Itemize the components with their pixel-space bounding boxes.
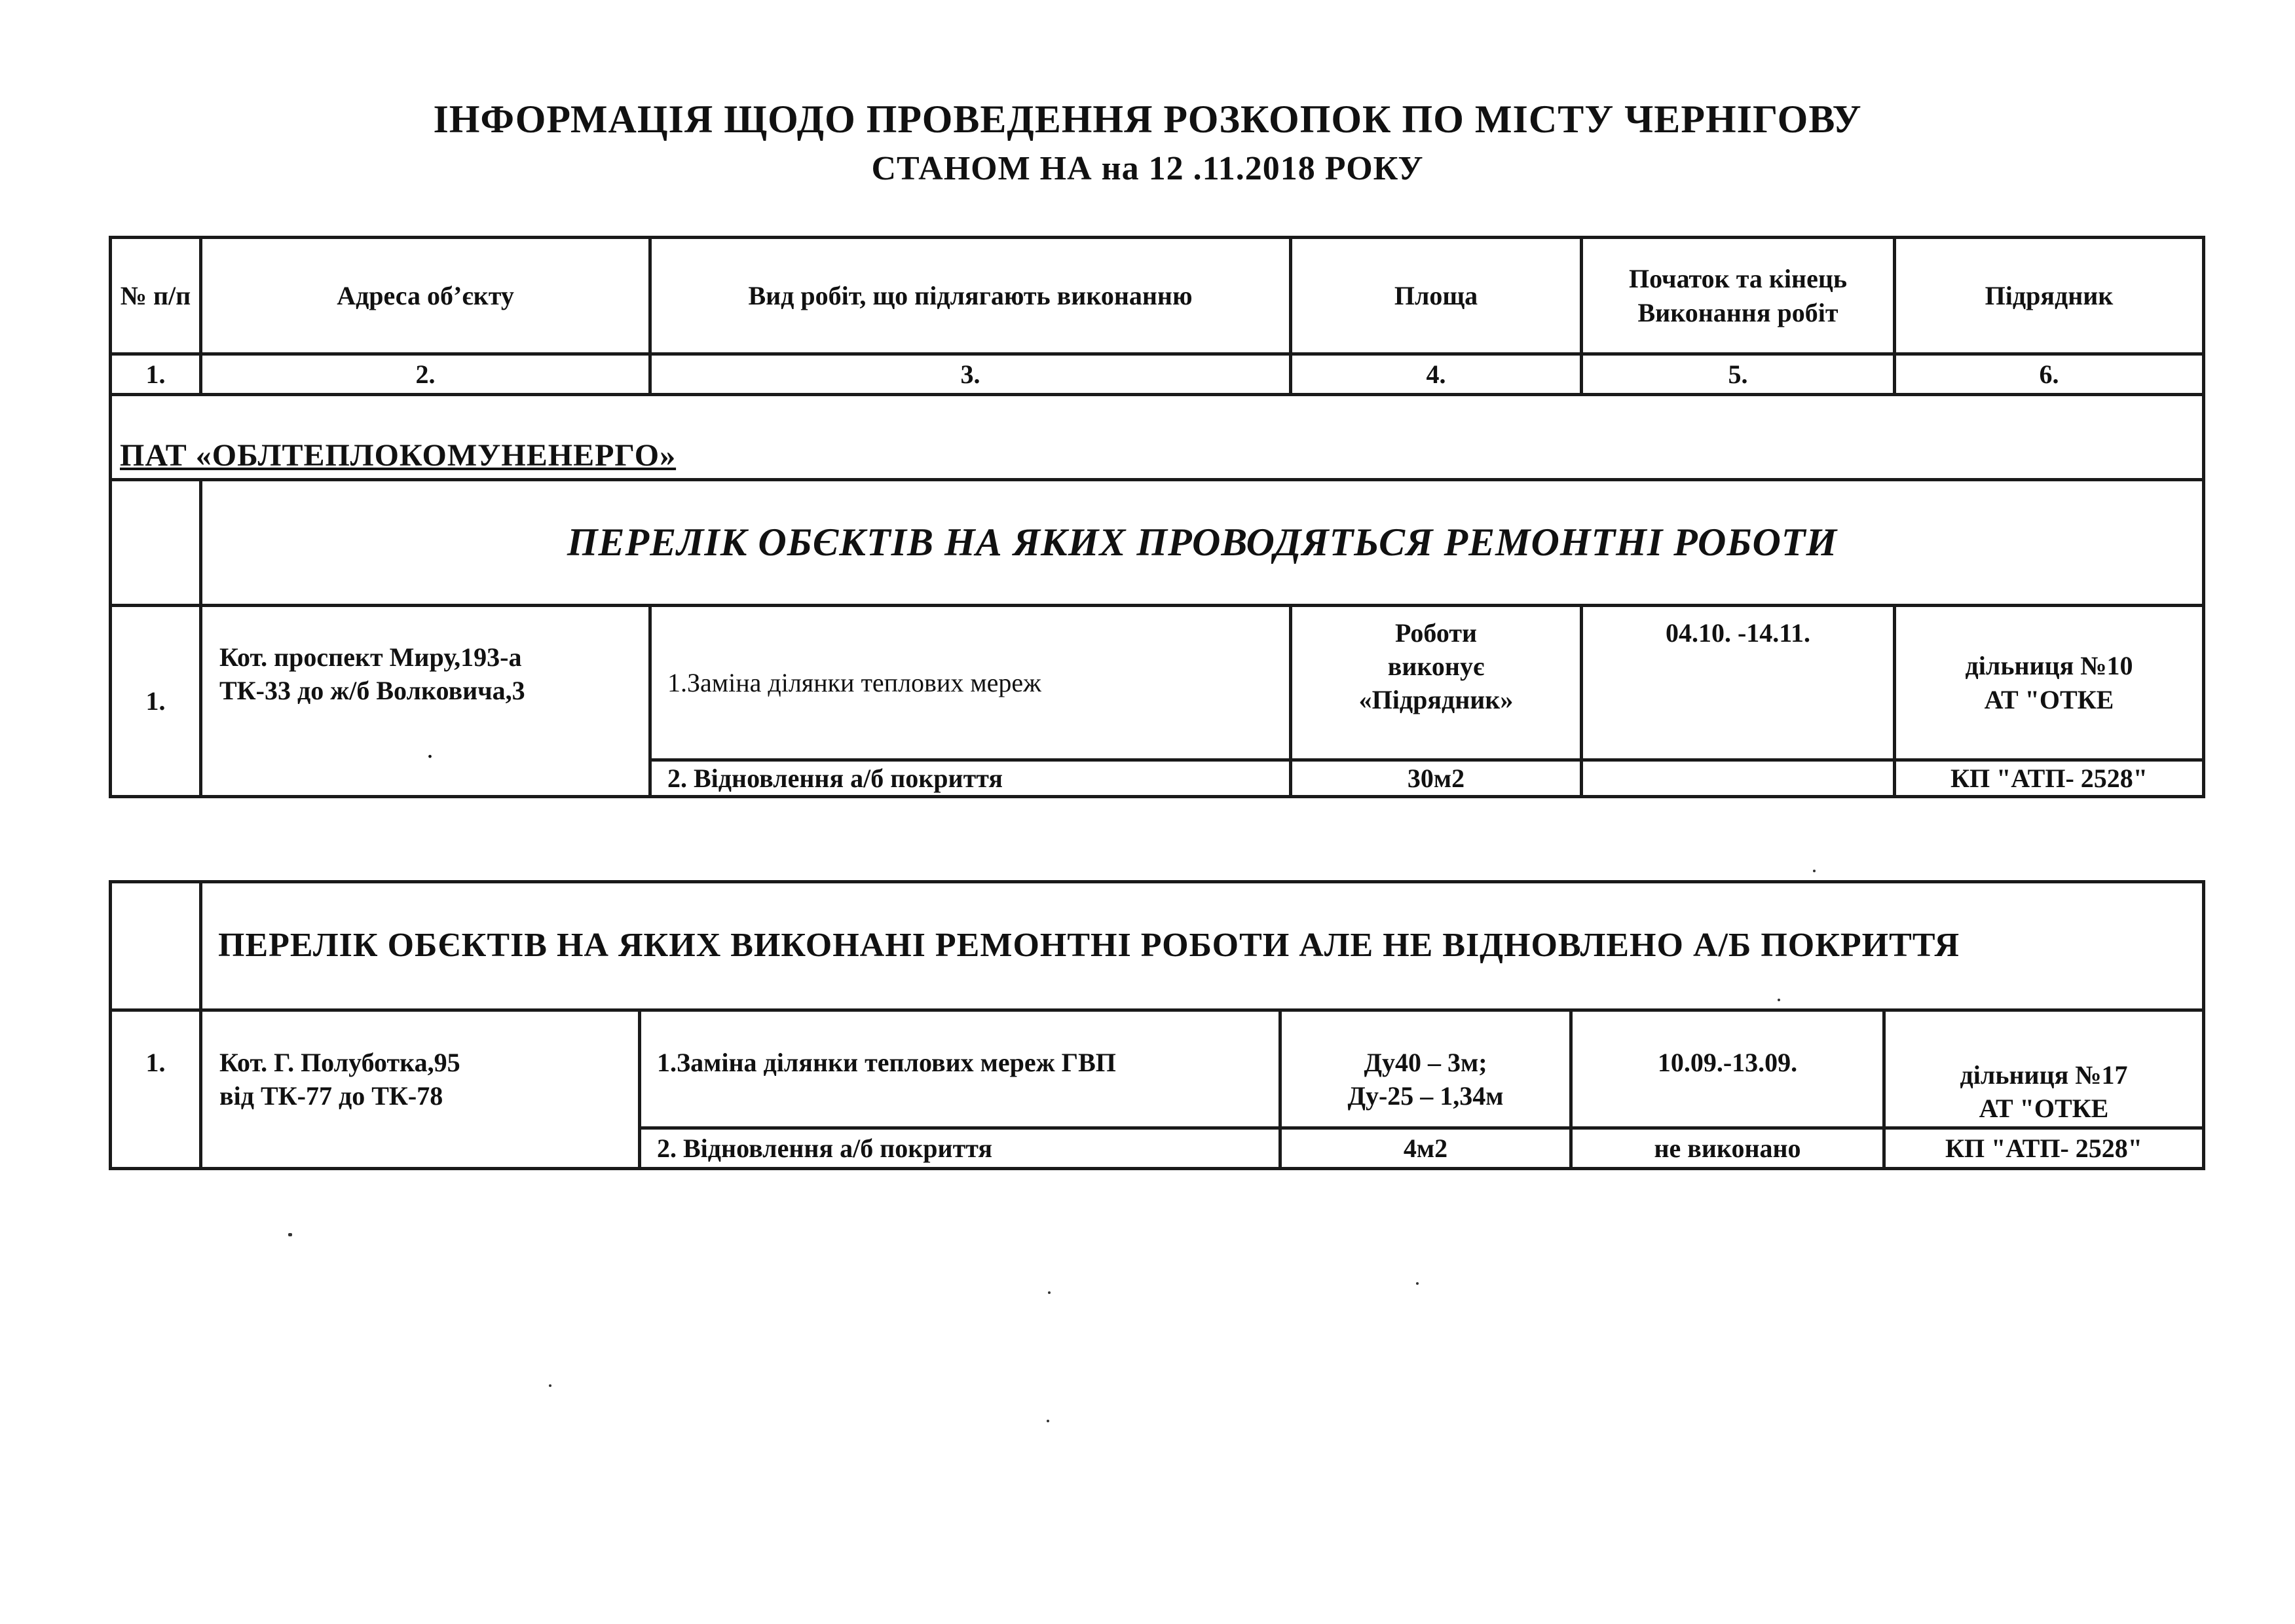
work-period: [1582, 760, 1895, 797]
header-number: № п/п: [111, 238, 201, 354]
work-area: [1291, 606, 1582, 760]
column-number-row: [111, 354, 2204, 395]
column-number: 4.: [1291, 354, 1582, 395]
header-area: Площа: [1291, 238, 1582, 354]
area-line: Ду-25 – 1,34м: [1347, 1081, 1504, 1111]
work-period: не виконано: [1571, 1128, 1884, 1169]
address-line: від ТК-77 до ТК-78: [219, 1081, 443, 1111]
header-period: Початок та кінець Виконання робіт: [1582, 238, 1895, 354]
work-area: [1280, 1010, 1571, 1128]
header-contractor: Підрядник: [1895, 238, 2204, 354]
row-number: 1.: [111, 1010, 201, 1169]
document-subtitle-date: СТАНОМ НА на 12 .11.2018 РОКУ: [871, 150, 1424, 187]
work-area: 30м2: [1291, 760, 1582, 797]
area-line: «Підрядник»: [1358, 685, 1514, 715]
contractor: [1884, 1010, 2204, 1128]
work-description: 1.Заміна ділянки теплових мереж ГВП: [640, 1010, 1280, 1128]
section-title-in-progress: ПЕРЕЛІК ОБЄКТІВ НА ЯКИХ ПРОВОДЯТЬСЯ РЕМОНТНІ РОБОТИ: [201, 480, 2204, 606]
contractor-line: АТ "ОТКЕ: [1984, 684, 2114, 714]
header-work-type: Вид робіт, що підлягають виконанню: [650, 238, 1291, 354]
work-period: 10.09.-13.09.: [1571, 1010, 1884, 1128]
empty-cell: [111, 882, 201, 1010]
scan-speck: [1778, 999, 1780, 1001]
contractor: КП "АТП- 2528": [1895, 760, 2204, 797]
area-line: Ду40 – 3м;: [1364, 1048, 1487, 1077]
table-row: [111, 606, 2204, 760]
address-line: ТК-33 до ж/б Волковича,3: [219, 676, 525, 705]
section-title-row: [111, 882, 2204, 1010]
area-line: виконує: [1387, 652, 1485, 682]
contractor: КП "АТП- 2528": [1884, 1128, 2204, 1169]
column-number: 1.: [111, 354, 201, 395]
header-row: [111, 238, 2204, 354]
scan-speck: [1813, 870, 1816, 872]
header-address: Адреса об’єкту: [201, 238, 650, 354]
section-title-not-restored: ПЕРЕЛІК ОБЄКТІВ НА ЯКИХ ВИКОНАНІ РЕМОНТНІ РОБОТИ АЛЕ НЕ ВІДНОВЛЕНО А/Б ПОКРИТТЯ: [201, 882, 2204, 1010]
column-number: 6.: [1895, 354, 2204, 395]
organization-name: ПАТ «ОБЛТЕПЛОКОМУНЕНЕРГО»: [111, 395, 2204, 480]
contractor: [1895, 606, 2204, 760]
empty-cell: [111, 480, 201, 606]
column-number: 2.: [201, 354, 650, 395]
scan-speck: [549, 1384, 551, 1387]
excavation-table-not-restored: [109, 880, 2205, 1170]
work-area: 4м2: [1280, 1128, 1571, 1169]
organization-row: [111, 395, 2204, 480]
section-title-row: [111, 480, 2204, 606]
area-line: Роботи: [1394, 618, 1478, 648]
scan-speck: [1047, 1420, 1049, 1422]
column-number: 3.: [650, 354, 1291, 395]
contractor-line: дільниця №10: [1965, 651, 2133, 681]
work-description: 1.Заміна ділянки теплових мереж: [650, 606, 1291, 760]
address-line: Кот. проспект Миру,193-а: [219, 642, 522, 672]
column-number: 5.: [1582, 354, 1895, 395]
scan-speck: [1416, 1282, 1419, 1285]
table-row: [111, 1010, 2204, 1128]
object-address: [201, 1010, 640, 1169]
excavation-table-in-progress: [109, 236, 2205, 798]
address-line: Кот. Г. Полуботка,95: [219, 1048, 460, 1077]
work-period: 04.10. -14.11.: [1582, 606, 1895, 760]
work-description: 2. Відновлення а/б покриття: [640, 1128, 1280, 1169]
contractor-line: АТ "ОТКЕ: [1979, 1093, 2109, 1123]
row-number: 1.: [111, 606, 201, 797]
address-mark: .: [426, 734, 434, 764]
contractor-line: дільниця №17: [1960, 1060, 2128, 1090]
object-address: [201, 606, 650, 797]
scan-speck: [288, 1233, 292, 1236]
document-title: ІНФОРМАЦІЯ ЩОДО ПРОВЕДЕННЯ РОЗКОПОК ПО МІСТУ ЧЕРНІГОВУ: [433, 98, 1862, 141]
work-description: 2. Відновлення а/б покриття: [650, 760, 1291, 797]
scan-speck: [1048, 1291, 1051, 1294]
